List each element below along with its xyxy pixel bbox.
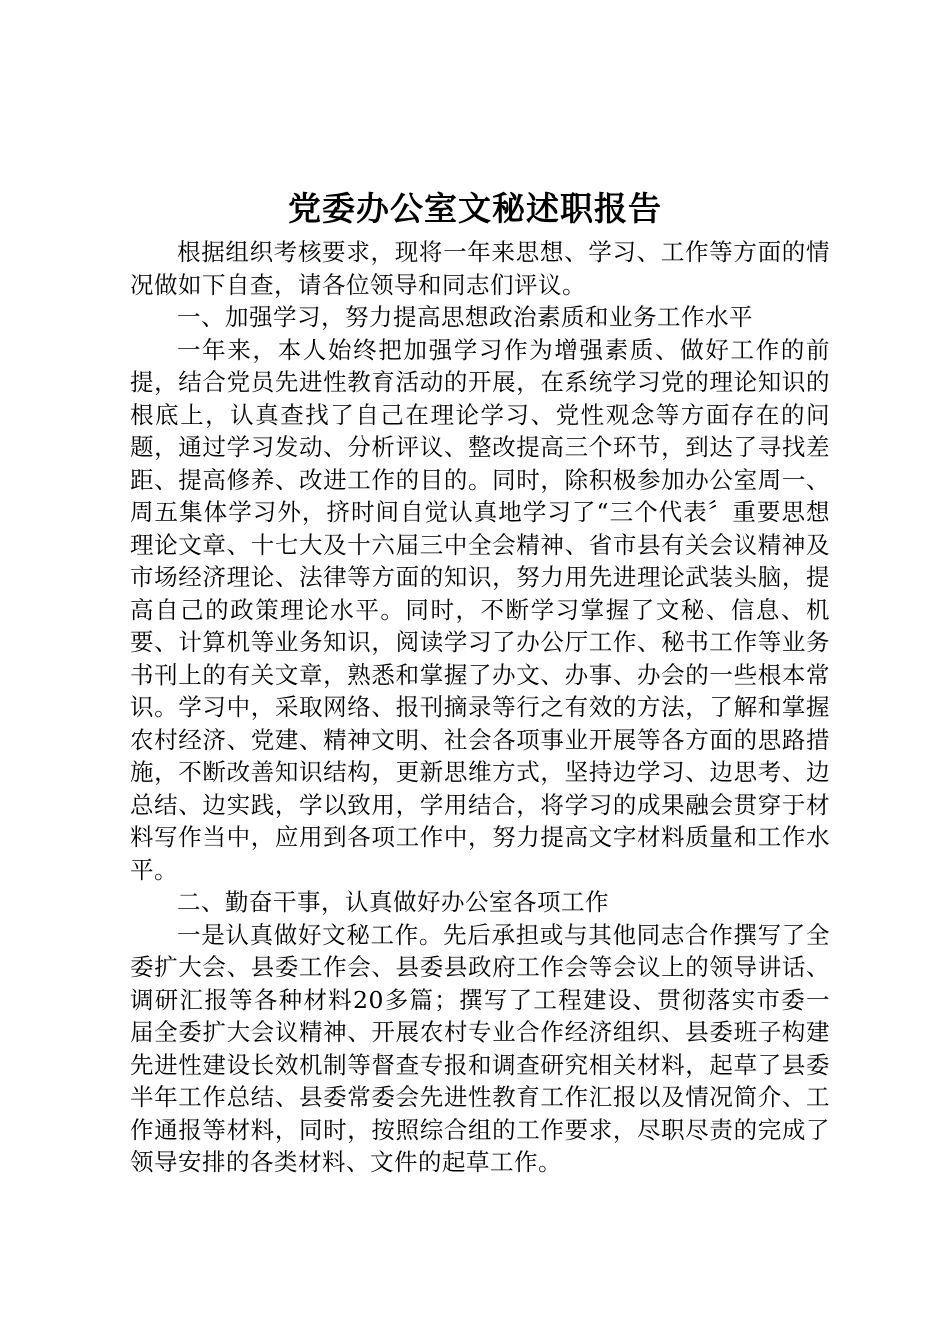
section-heading-1: 一、加强学习，努力提高思想政治素质和业务工作水平 (177, 303, 753, 331)
section-2-paragraph: 一是认真做好文秘工作。先后承担或与其他同志合作撰写了全委扩大会、县委工作会、县委县政府工作会等会议上的领导讲话、调研汇报等各种材料20多篇；撰写了工程建设、贯彻落实市委一届全委扩大会议精神、开展农村专业合作经济组织、县委班子构建先进性建设长效机制等督查专报和调查研究相关材料，起草了县委半年工作总结、县委常委会先进性教育工作汇报以及情况简介、工作通报等材料，同时，按照综合组的工作要求，尽职尽责的完成了领导安排的各类材料、文件的起草工作。 (130, 920, 830, 1176)
document-title: 党委办公室文秘述职报告 (288, 189, 662, 228)
section-heading-2: 二、勤奋干事，认真做好办公室各项工作 (177, 888, 609, 916)
section-1-paragraph: 一年来，本人始终把加强学习作为增强素质、做好工作的前提，结合党员先进性教育活动的开展，在系统学习党的理论知识的根底上，认真查找了自己在理论学习、党性观念等方面存在的问题，通过学习发动、分析评议、整改提高三个环节，到达了寻找差距、提高修养、改进工作的目的。同时，除积极参加办公室周一、周五集体学习外，挤时间自觉认真地学习了“三个代表〞重要思想理论文章、十七大及十六届三中全会精神、省市县有关会议精神及市场经济理论、法律等方面的知识，努力用先进理论武装头脑，提高自己的政策理论水平。同时，不断学习掌握了文秘、信息、机要、计算机等业务知识，阅读学习了办公厅工作、秘书工作等业务书刊上的有关文章，熟悉和掌握了办文、办事、办会的一些根本常识。学习中，采取网络、报刊摘录等行之有效的方法，了解和掌握农村经济、党建、精神文明、社会各项事业开展等各方面的思路措施，不断改善知识结构，更新思维方式，坚持边学习、边思考、边总结、边实践，学以致用，学用结合，将学习的成果融会贯穿于材料写作当中，应用到各项工作中，努力提高文字材料质量和工作水平。 (130, 335, 830, 884)
intro-paragraph: 根据组织考核要求，现将一年来思想、学习、工作等方面的情况做如下自查，请各位领导和同志们评议。 (130, 238, 830, 299)
document-body (130, 236, 830, 1179)
